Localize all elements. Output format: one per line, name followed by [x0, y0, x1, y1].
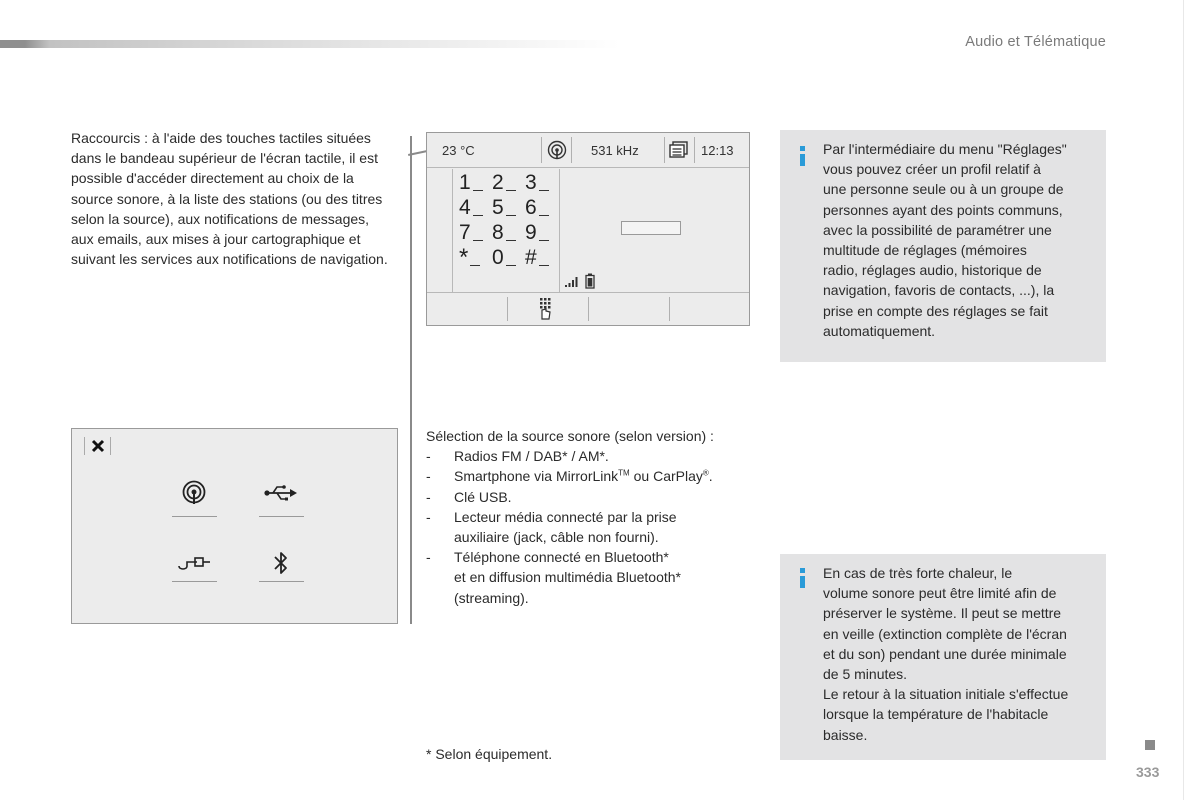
bluetooth-icon — [273, 550, 289, 581]
source-selection-illustration — [71, 428, 398, 624]
dial-key[interactable]: 3 — [525, 172, 558, 194]
radio-icon[interactable] — [547, 133, 567, 167]
info-text: En cas de très forte chaleur, le volume sonore peut être limité afin de préserver le système. Il peut se mettre en veille (extinction complète de l'écran et du son) pendant une durée minimale de 5 minutes. Le retour à la situation initiale s'effectue lorsque la température de l'habitacle baisse. — [823, 565, 1069, 743]
dial-key[interactable]: 8 — [492, 222, 525, 244]
list-item: - Lecteur média connecté par la prise auxiliaire (jack, câble non fourni). — [426, 508, 677, 546]
dial-key[interactable]: 6 — [525, 197, 558, 219]
close-button[interactable] — [84, 435, 114, 457]
clock-readout: 12:13 — [701, 142, 734, 158]
audio-sources-list — [426, 426, 756, 608]
signal-icon — [564, 274, 580, 293]
frequency-readout: 531 kHz — [591, 142, 639, 158]
aux-jack-icon — [177, 554, 211, 577]
vertical-divider — [410, 136, 412, 624]
page-marker — [1145, 740, 1155, 750]
dial-key[interactable]: 9 — [525, 222, 558, 244]
usb-icon — [264, 485, 298, 506]
dialpad — [452, 169, 560, 293]
list-item: - Téléphone connecté en Bluetooth* et en diffusion multimédia Bluetooth* (streaming). — [426, 549, 681, 606]
dial-key[interactable]: 5 — [492, 197, 525, 219]
screen-status-bar — [427, 133, 749, 168]
info-icon — [800, 146, 805, 151]
info-text: Par l'intermédiaire du menu "Réglages" vous pouvez créer un profil relatif à une personne seule ou à un groupe de personnes ayant des points communs, avec la possibilité de paramétrer une multitude de réglages (mémoires radio, réglages audio, historique de navigation, favoris de contacts, ...), la prise en compte des réglages se fait automatiquement. — [823, 141, 1067, 339]
dialpad-row — [453, 244, 559, 269]
list-item: - Radios FM / DAB* / AM*. — [426, 448, 609, 465]
dial-key[interactable]: 4 — [459, 197, 492, 219]
dial-key[interactable]: 0 — [492, 247, 525, 269]
close-icon — [90, 438, 106, 459]
header-bar — [0, 40, 620, 48]
page-edge-rule — [1183, 0, 1184, 800]
dial-key[interactable]: 2 — [492, 172, 525, 194]
footnote: * Selon équipement. — [426, 746, 553, 762]
usb-source-button[interactable] — [258, 480, 304, 510]
list-item: - Clé USB. — [426, 488, 512, 505]
dial-key[interactable]: * — [459, 247, 492, 269]
info-box-settings — [780, 130, 1106, 362]
dialpad-row — [453, 194, 559, 219]
temperature-readout: 23 °C — [442, 142, 475, 158]
phone-screen-illustration — [426, 132, 750, 326]
battery-icon — [585, 273, 595, 294]
radio-icon — [181, 480, 207, 511]
keypad-icon[interactable] — [535, 297, 557, 326]
aux-source-button[interactable] — [171, 550, 217, 580]
dial-key[interactable]: 7 — [459, 222, 492, 244]
dial-key[interactable]: 1 — [459, 172, 492, 194]
page-number: 333 — [1136, 764, 1160, 780]
bluetooth-source-button[interactable] — [258, 550, 304, 580]
intro-paragraph: Raccourcis : à l'aide des touches tactiles situées dans le bandeau supérieur de l'écran tactile, il est possible d'accéder directement au choix de la source sonore, à la liste des stations (ou des titres selon la source), aux notifications de messages, aux emails, aux mises à jour cartographique et suivant les services aux notifications de navigation. — [71, 130, 388, 268]
screen-bottom-bar — [427, 292, 749, 325]
dial-key[interactable]: # — [525, 247, 558, 269]
info-box-heat — [780, 554, 1106, 760]
dialpad-row — [453, 169, 559, 194]
notifications-icon[interactable] — [669, 133, 689, 167]
radio-source-button[interactable] — [171, 480, 217, 510]
section-title: Audio et Télématique — [965, 34, 1106, 50]
info-icon — [800, 568, 805, 573]
dialpad-row — [453, 219, 559, 244]
list-item: - Smartphone via MirrorLink™ ou CarPlay®. — [426, 468, 713, 485]
sources-intro: Sélection de la source sonore (selon version) : — [426, 428, 714, 444]
number-display-field — [621, 221, 681, 235]
